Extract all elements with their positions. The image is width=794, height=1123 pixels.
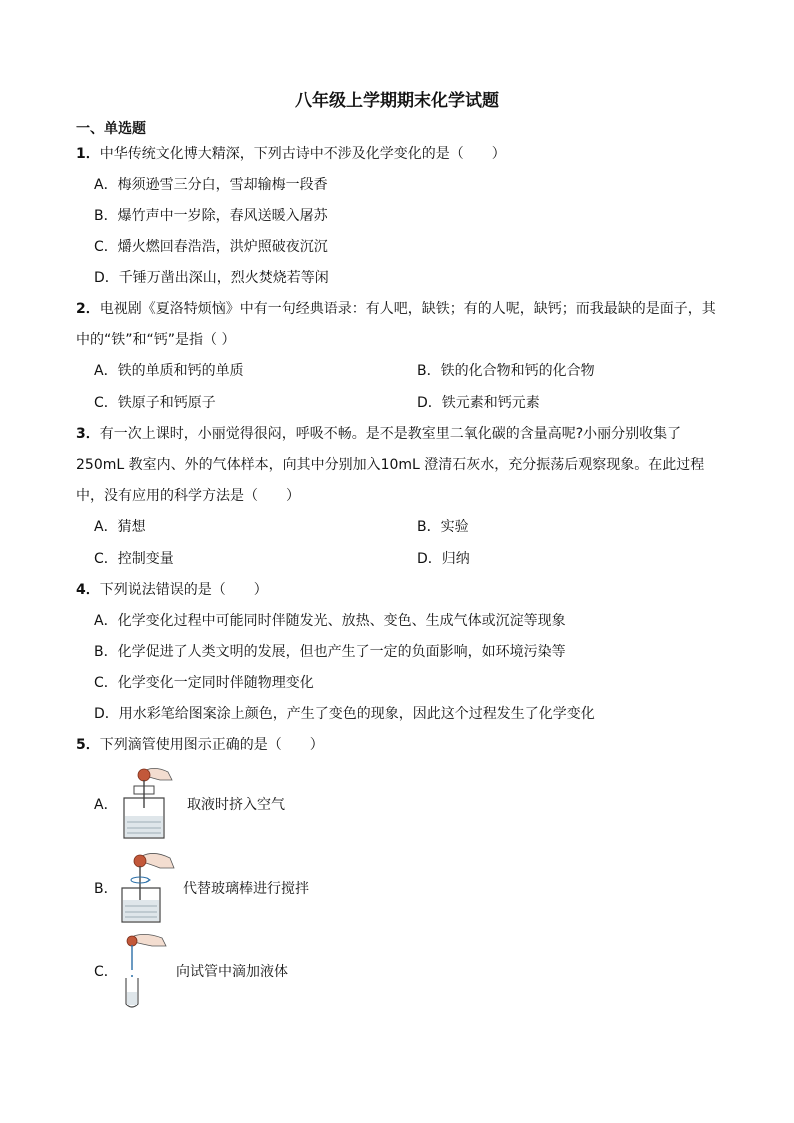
question-stem: 下列说法错误的是（ ） xyxy=(99,582,268,598)
option-5b-caption[interactable]: 代替玻璃棒进行搅拌 xyxy=(183,881,309,897)
question-2 xyxy=(76,294,716,325)
option-5c-label[interactable]: C． xyxy=(94,964,118,980)
question-stem: 电视剧《夏洛特烦恼》中有一句经典语录：有人吧，缺铁；有的人呢，缺钙；而我最缺的是面子，其 xyxy=(99,301,716,317)
option-1a[interactable]: A．梅须逊雪三分白，雪却输梅一段香 xyxy=(94,177,328,193)
question-number: 3． xyxy=(76,426,100,442)
question-4 xyxy=(76,575,268,606)
option-4a[interactable]: A．化学变化过程中可能同时伴随发光、放热、变色、生成气体或沉淀等现象 xyxy=(94,613,566,629)
question-3 xyxy=(76,419,681,450)
option-5b-label[interactable]: B． xyxy=(94,881,118,897)
option-3a[interactable]: A．猜想 xyxy=(94,519,146,535)
option-2d[interactable]: D．铁元素和钙元素 xyxy=(417,395,540,411)
question-number: 5． xyxy=(76,737,100,753)
option-3d[interactable]: D．归纳 xyxy=(417,551,470,567)
question-stem: 下列滴管使用图示正确的是（ ） xyxy=(99,737,324,753)
option-5a-label[interactable]: A． xyxy=(94,797,118,813)
question-stem-line2: 中的“铁”和“钙”是指（ ） xyxy=(76,332,236,348)
option-1b[interactable]: B．爆竹声中一岁除，春风送暖入屠苏 xyxy=(94,208,328,224)
dropper-squeeze-air-figure xyxy=(116,766,174,840)
page-title: 八年级上学期期末化学试题 xyxy=(295,91,499,111)
question-number: 2． xyxy=(76,301,100,317)
option-2b[interactable]: B．铁的化合物和钙的化合物 xyxy=(417,363,595,379)
option-1c[interactable]: C．爝火燃回春浩浩，洪炉照破夜沉沉 xyxy=(94,239,328,255)
question-stem: 有一次上课时，小丽觉得很闷，呼吸不畅。是不是教室里二氧化碳的含量高呢?小丽分别收集了 xyxy=(99,426,682,442)
option-3c[interactable]: C．控制变量 xyxy=(94,551,174,567)
option-1d[interactable]: D．千锤万凿出深山，烈火焚烧若等闲 xyxy=(94,270,329,286)
option-4c[interactable]: C．化学变化一定同时伴随物理变化 xyxy=(94,675,314,691)
option-4b[interactable]: B．化学促进了人类文明的发展，但也产生了一定的负面影响，如环境污染等 xyxy=(94,644,566,660)
option-2a[interactable]: A．铁的单质和钙的单质 xyxy=(94,363,244,379)
question-stem-line3: 中，没有应用的科学方法是（ ） xyxy=(76,488,300,504)
dropper-stirring-figure xyxy=(116,850,176,924)
question-number: 4． xyxy=(76,582,100,598)
question-number: 1． xyxy=(76,146,100,162)
option-5a-caption[interactable]: 取液时挤入空气 xyxy=(187,797,285,813)
option-5c-caption[interactable]: 向试管中滴加液体 xyxy=(176,964,288,980)
question-1 xyxy=(76,139,506,170)
question-stem-line2: 250mL 教室内、外的气体样本，向其中分别加入10mL 澄清石灰水，充分振荡后观察现象。在此过程 xyxy=(76,457,705,473)
question-stem: 中华传统文化博大精深，下列古诗中不涉及化学变化的是（ ） xyxy=(99,146,506,162)
section-heading: 一、单选题 xyxy=(76,121,146,137)
option-4d[interactable]: D．用水彩笔给图案涂上颜色，产生了变色的现象，因此这个过程发生了化学变化 xyxy=(94,706,595,722)
dropper-test-tube-figure xyxy=(118,932,168,1010)
question-5 xyxy=(76,730,324,761)
option-3b[interactable]: B．实验 xyxy=(417,519,469,535)
option-2c[interactable]: C．铁原子和钙原子 xyxy=(94,395,216,411)
